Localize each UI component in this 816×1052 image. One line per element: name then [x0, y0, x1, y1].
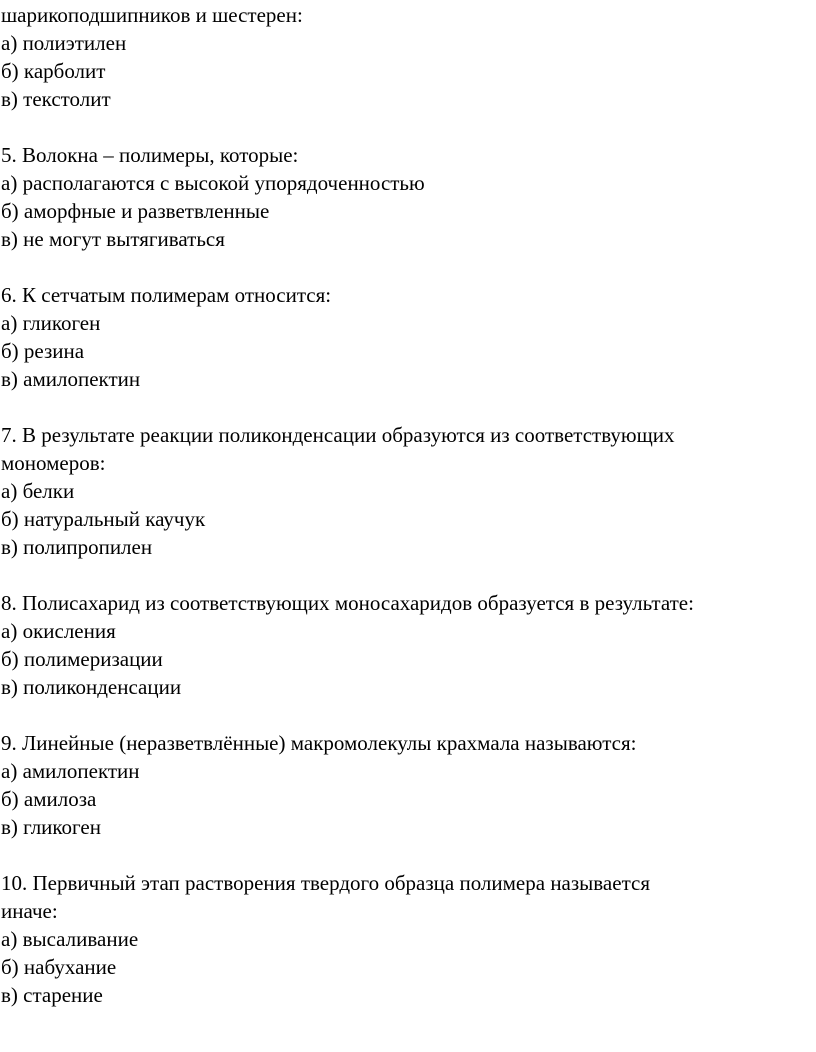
question-6-text: 6. К сетчатым полимерам относится: [1, 283, 332, 307]
question-10-text-continued: иначе: [1, 899, 58, 923]
paragraph-gap [1, 393, 815, 421]
question-7-text: 7. В результате реакции поликонденсации образуются из соответствующих [1, 423, 675, 447]
question-4-continuation [1, 1, 815, 113]
question-9-option-c: в) гликоген [1, 815, 101, 839]
question-7 [1, 421, 815, 561]
question-10 [1, 869, 815, 1009]
question-8 [1, 589, 815, 701]
question-8-text: 8. Полисахарид из соответствующих моносахаридов образуется в результате: [1, 591, 694, 615]
question-10-option-b: б) набухание [1, 955, 117, 979]
question-5-text: 5. Волокна – полимеры, которые: [1, 143, 299, 167]
paragraph-gap [1, 113, 815, 141]
question-5-option-a: а) располагаются с высокой упорядоченностью [1, 171, 425, 195]
question-4-text-fragment: шарикоподшипников и шестерен: [1, 3, 303, 27]
question-9 [1, 729, 815, 841]
question-6-option-a: а) гликоген [1, 311, 101, 335]
question-10-option-a: а) высаливание [1, 927, 139, 951]
question-4-option-c: в) текстолит [1, 87, 111, 111]
paragraph-gap [1, 701, 815, 729]
question-5 [1, 141, 815, 253]
paragraph-gap [1, 561, 815, 589]
question-9-option-b: б) амилоза [1, 787, 97, 811]
question-9-text: 9. Линейные (неразветвлённые) макромолекулы крахмала называются: [1, 731, 637, 755]
document-content [1, 1, 815, 1009]
question-10-text: 10. Первичный этап растворения твердого образца полимера называется [1, 871, 650, 895]
question-5-option-b: б) аморфные и разветвленные [1, 199, 270, 223]
question-8-option-c: в) поликонденсации [1, 675, 182, 699]
question-7-option-c: в) полипропилен [1, 535, 153, 559]
question-6-option-c: в) амилопектин [1, 367, 141, 391]
question-4-option-a: а) полиэтилен [1, 31, 127, 55]
question-7-text-continued: мономеров: [1, 451, 106, 475]
question-6 [1, 281, 815, 393]
question-5-option-c: в) не могут вытягиваться [1, 227, 225, 251]
question-9-option-a: а) амилопектин [1, 759, 140, 783]
paragraph-gap [1, 253, 815, 281]
question-7-option-a: а) белки [1, 479, 75, 503]
question-10-option-c: в) старение [1, 983, 103, 1007]
question-4-option-b: б) карболит [1, 59, 106, 83]
question-8-option-a: а) окисления [1, 619, 116, 643]
question-8-option-b: б) полимеризации [1, 647, 163, 671]
question-6-option-b: б) резина [1, 339, 85, 363]
paragraph-gap [1, 841, 815, 869]
question-7-option-b: б) натуральный каучук [1, 507, 206, 531]
